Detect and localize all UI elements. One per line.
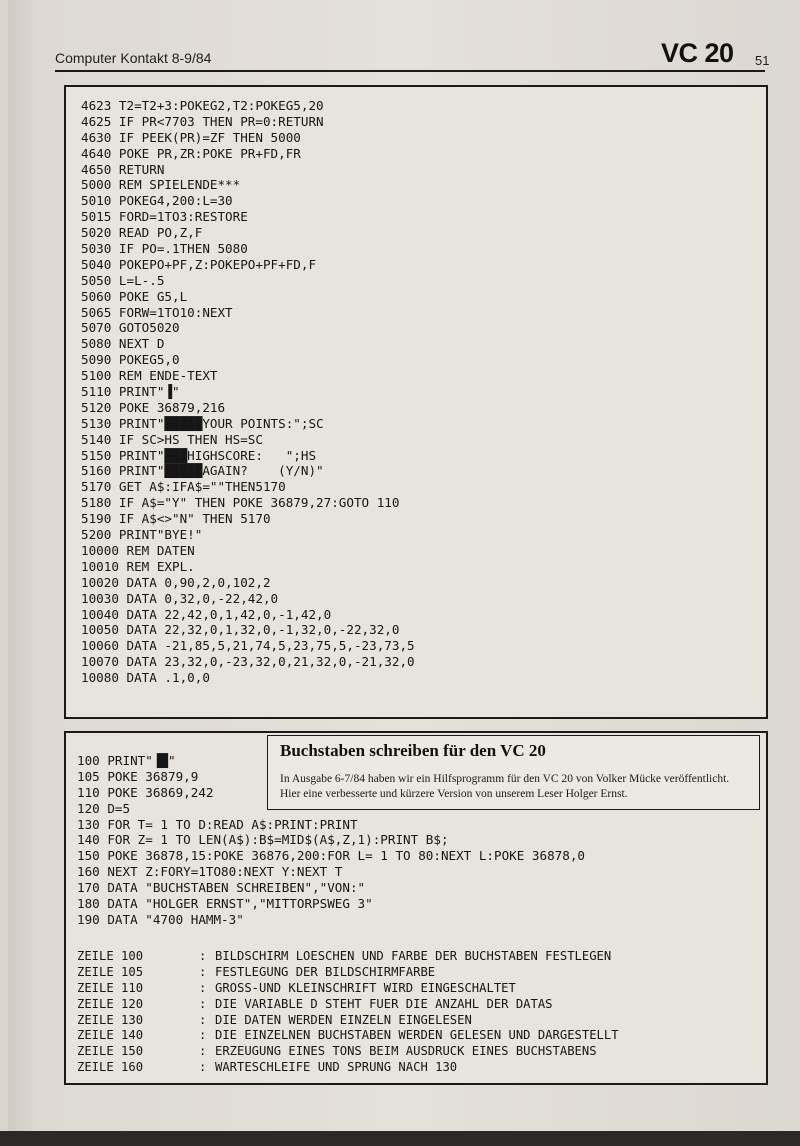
code-line: 5090 POKEG5,0	[81, 352, 180, 368]
note-separator: :	[199, 964, 207, 979]
section-brand: VC 20	[661, 38, 734, 68]
code-line: 10030 DATA 0,32,0,-22,42,0	[81, 590, 279, 606]
note-line-ref: ZEILE 140	[77, 1028, 144, 1043]
code-line: 5100 REM ENDE-TEXT	[81, 368, 218, 384]
note-separator: :	[199, 1012, 207, 1027]
code-line: 10040 DATA 22,42,0,1,42,0,-1,42,0	[81, 606, 332, 622]
code-line: 5050 L=L-.5	[81, 272, 165, 288]
article-inset	[267, 735, 760, 810]
code-line: 5160 PRINT"█████AGAIN? (Y/N)"	[81, 463, 324, 479]
code-line: 5065 FORW=1TO10:NEXT	[81, 304, 233, 320]
code-line: 105 POKE 36879,9	[77, 768, 199, 784]
note-line-ref: ZEILE 130	[77, 1012, 144, 1027]
note-separator: :	[199, 1044, 207, 1059]
magazine-issue-label: Computer Kontakt 8-9/84	[55, 50, 212, 66]
code-line: 5130 PRINT"█████YOUR POINTS:";SC	[81, 415, 324, 431]
note-text: DIE DATEN WERDEN EINZELN EINGELESEN	[215, 1012, 472, 1027]
note-text: ERZEUGUNG EINES TONS BEIM AUSDRUCK EINES BUCHSTABENS	[215, 1044, 597, 1059]
note-line-ref: ZEILE 150	[77, 1044, 144, 1059]
code-line: 5190 IF A$<>"N" THEN 5170	[81, 511, 271, 527]
line-notes	[77, 949, 619, 1076]
code-line: 5200 PRINT"BYE!"	[81, 527, 203, 543]
note-row	[77, 997, 619, 1013]
note-separator: :	[199, 949, 207, 963]
code-line: 4640 POKE PR,ZR:POKE PR+FD,FR	[81, 145, 301, 161]
note-separator: :	[199, 980, 207, 995]
code-line: 5080 NEXT D	[81, 336, 165, 352]
note-line-ref: ZEILE 110	[77, 980, 144, 995]
listing-top	[81, 98, 415, 686]
code-line: 5020 READ PO,Z,F	[81, 225, 203, 241]
note-text: DIE VARIABLE D STEHT FUER DIE ANZAHL DER DATAS	[215, 996, 553, 1011]
code-line: 10000 REM DATEN	[81, 542, 195, 558]
scan-edge	[0, 1131, 800, 1146]
note-line-ref: ZEILE 160	[77, 1060, 144, 1075]
note-row	[77, 965, 619, 981]
note-text: WARTESCHLEIFE UND SPRUNG NACH 130	[215, 1060, 458, 1075]
code-line: 180 DATA "HOLGER ERNST","MITTORPSWEG 3"	[77, 896, 373, 912]
code-line: 5070 GOTO5020	[81, 320, 180, 336]
code-line: 5140 IF SC>HS THEN HS=SC	[81, 431, 263, 447]
note-separator: :	[199, 996, 207, 1011]
code-line: 150 POKE 36878,15:POKE 36876,200:FOR L= 1 TO 80:NEXT L:POKE 36878,0	[77, 848, 585, 864]
code-line: 5010 POKEG4,200:L=30	[81, 193, 233, 209]
code-line: 4623 T2=T2+3:POKEG2,T2:POKEG5,20	[81, 98, 324, 113]
code-line: 5150 PRINT"███HIGHSCORE: ";HS	[81, 447, 317, 463]
code-line: 10080 DATA .1,0,0	[81, 670, 210, 686]
page-number: 51	[755, 53, 770, 68]
note-line-ref: ZEILE 120	[77, 996, 144, 1011]
code-line: 10070 DATA 23,32,0,-23,32,0,21,32,0,-21,32,0	[81, 654, 415, 670]
code-line: 160 NEXT Z:FORY=1TO80:NEXT Y:NEXT T	[77, 864, 343, 880]
code-line: 4630 IF PEEK(PR)=ZF THEN 5000	[81, 129, 301, 145]
note-text: BILDSCHIRM LOESCHEN UND FARBE DER BUCHSTABEN FESTLEGEN	[215, 949, 612, 963]
inset-body: In Ausgabe 6-7/84 haben wir ein Hilfsprogramm für den VC 20 von Volker Mücke veröffentlicht. Hier eine verbesserte und kürzere Version von unserem Leser Holger Ernst.	[280, 773, 730, 800]
code-line: 170 DATA "BUCHSTABEN SCHREIBEN","VON:"	[77, 880, 366, 896]
note-line-ref: ZEILE 105	[77, 964, 144, 979]
note-row	[77, 1060, 619, 1076]
code-line: 100 PRINT"▐█"	[77, 753, 176, 768]
code-line: 5170 GET A$:IFA$=""THEN5170	[81, 479, 286, 495]
code-line: 10060 DATA -21,85,5,21,74,5,23,75,5,-23,73,5	[81, 638, 415, 654]
code-line: 5040 POKEPO+PF,Z:POKEPO+PF+FD,F	[81, 256, 317, 272]
code-line: 10020 DATA 0,90,2,0,102,2	[81, 574, 271, 590]
code-line: 5110 PRINT"▐"	[81, 384, 180, 400]
note-row	[77, 1044, 619, 1060]
code-line: 5030 IF PO=.1THEN 5080	[81, 241, 248, 257]
note-row	[77, 949, 619, 965]
note-separator: :	[199, 1060, 207, 1075]
note-line-ref: ZEILE 100	[77, 949, 144, 963]
inset-title: Buchstaben schreiben für den VC 20	[280, 741, 546, 760]
code-line: 10010 REM EXPL.	[81, 558, 195, 574]
code-line: 5060 POKE G5,L	[81, 288, 188, 304]
code-line: 110 POKE 36869,242	[77, 784, 214, 800]
note-row	[77, 1013, 619, 1029]
code-line: 5120 POKE 36879,216	[81, 399, 226, 415]
code-line: 4625 IF PR<7703 THEN PR=0:RETURN	[81, 113, 324, 129]
code-line: 120 D=5	[77, 800, 131, 816]
code-line: 130 FOR T= 1 TO D:READ A$:PRINT:PRINT	[77, 816, 358, 832]
code-line: 4650 RETURN	[81, 161, 165, 177]
note-separator: :	[199, 1028, 207, 1043]
code-line: 5015 FORD=1TO3:RESTORE	[81, 209, 248, 225]
note-text: FESTLEGUNG DER BILDSCHIRMFARBE	[215, 964, 436, 979]
code-line: 5000 REM SPIELENDE***	[81, 177, 241, 193]
note-text: GROSS-UND KLEINSCHRIFT WIRD EINGESCHALTET	[215, 980, 516, 995]
note-row	[77, 981, 619, 997]
note-text: DIE EINZELNEN BUCHSTABEN WERDEN GELESEN UND DARGESTELLT	[215, 1028, 619, 1043]
note-row	[77, 1028, 619, 1044]
code-line: 5180 IF A$="Y" THEN POKE 36879,27:GOTO 110	[81, 495, 400, 511]
header-rule	[55, 70, 765, 72]
code-line: 140 FOR Z= 1 TO LEN(A$):B$=MID$(A$,Z,1):PRINT B$;	[77, 832, 449, 848]
code-line: 190 DATA "4700 HAMM-3"	[77, 911, 244, 927]
code-line: 10050 DATA 22,32,0,1,32,0,-1,32,0,-22,32,0	[81, 622, 400, 638]
